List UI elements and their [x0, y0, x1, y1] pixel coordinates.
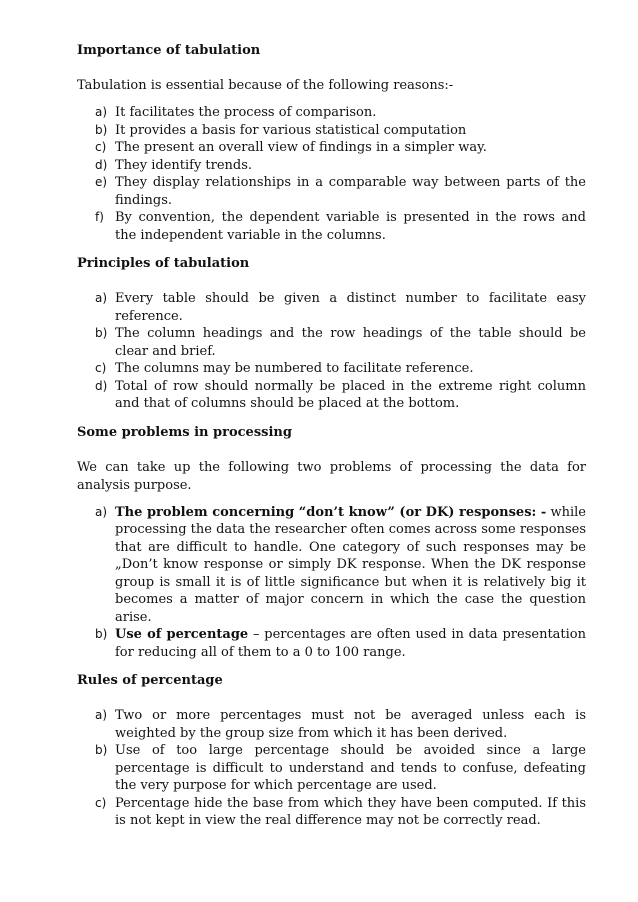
- list-item: [77, 122, 586, 140]
- list-marker: d): [95, 157, 108, 172]
- list-item-text: Total of row should normally be placed in the extreme right column and that of columns should be placed at the bottom.: [115, 378, 586, 411]
- list-rules: [77, 707, 586, 830]
- list-item-text: By convention, the dependent variable is presented in the rows and the independent variable in the columns.: [115, 210, 586, 243]
- list-item-text: It facilitates the process of comparison.: [115, 105, 377, 120]
- list-marker: b): [95, 326, 108, 340]
- list-item: [77, 504, 586, 627]
- list-item: [77, 104, 586, 122]
- list-item: [77, 157, 586, 175]
- list-item: [77, 360, 586, 378]
- list-marker: c): [95, 140, 107, 154]
- list-item: [77, 139, 586, 157]
- list-problems: [77, 504, 586, 662]
- list-item-bold-lead: The problem concerning “don’t know” (or DK) responses: -: [115, 504, 547, 520]
- section-heading-importance: Importance of tabulation: [77, 43, 261, 58]
- list-item: [77, 325, 586, 360]
- list-item: [77, 290, 586, 325]
- list-item-text: while processing the data the researcher often comes across some responses that are difficult to handle. One category of such responses may be „Don’t know response or simply DK response. When the DK response group is small it is of little significance but when it is relatively big it becomes a matter of major concern in which the case the question arise.: [115, 504, 586, 625]
- list-importance: [77, 104, 586, 244]
- list-item-text: The present an overall view of findings in a simpler way.: [115, 140, 487, 155]
- section-heading-principles: Principles of tabulation: [77, 256, 250, 271]
- list-marker: a): [95, 708, 108, 722]
- list-item-text: Every table should be given a distinct number to facilitate easy reference.: [115, 291, 586, 324]
- list-item: [77, 742, 586, 795]
- list-item: [77, 795, 586, 830]
- list-item-text: It provides a basis for various statistical computation: [115, 122, 467, 138]
- list-marker: c): [95, 795, 107, 810]
- list-item-bold-lead: Use of percentage: [115, 627, 249, 642]
- list-item-text: – percentages are often used in data presentation for reducing all of them to a 0 to 100 range.: [115, 627, 586, 660]
- list-marker: b): [95, 122, 108, 137]
- list-item-text: They identify trends.: [115, 157, 253, 173]
- list-item: [77, 707, 586, 742]
- list-item-text: Two or more percentages must not be averaged unless each is weighted by the group size from which it has been derived.: [115, 708, 586, 741]
- list-marker: a): [95, 105, 108, 119]
- list-item: [77, 209, 586, 244]
- list-item: [77, 378, 586, 413]
- list-marker: f): [95, 210, 104, 224]
- list-marker: e): [95, 175, 108, 189]
- document-page: [77, 42, 586, 841]
- list-item: [77, 174, 586, 209]
- section-intro-problems: We can take up the following two problems of processing the data for analysis purpose.: [77, 459, 586, 493]
- section-intro-importance: Tabulation is essential because of the following reasons:-: [77, 78, 454, 93]
- list-marker: b): [95, 743, 108, 757]
- list-item-text: The columns may be numbered to facilitate reference.: [115, 361, 474, 376]
- list-marker: b): [95, 627, 108, 641]
- list-item-text: Use of too large percentage should be avoided since a large percentage is difficult to understand and tends to confuse, defeating the very purpose for which percentage are used.: [115, 743, 586, 793]
- list-item: [77, 626, 586, 661]
- list-item-text: The column headings and the row headings of the table should be clear and brief.: [115, 326, 586, 359]
- section-heading-rules: Rules of percentage: [77, 673, 223, 688]
- list-marker: a): [95, 504, 108, 519]
- list-principles: [77, 290, 586, 413]
- section-heading-problems: Some problems in processing: [77, 424, 292, 440]
- list-marker: a): [95, 291, 108, 305]
- list-item-text: They display relationships in a comparable way between parts of the findings.: [115, 175, 586, 208]
- list-marker: c): [95, 361, 107, 375]
- list-marker: d): [95, 378, 108, 393]
- list-item-text: Percentage hide the base from which they have been computed. If this is not kept in view the real difference may not be correctly read.: [115, 795, 586, 828]
